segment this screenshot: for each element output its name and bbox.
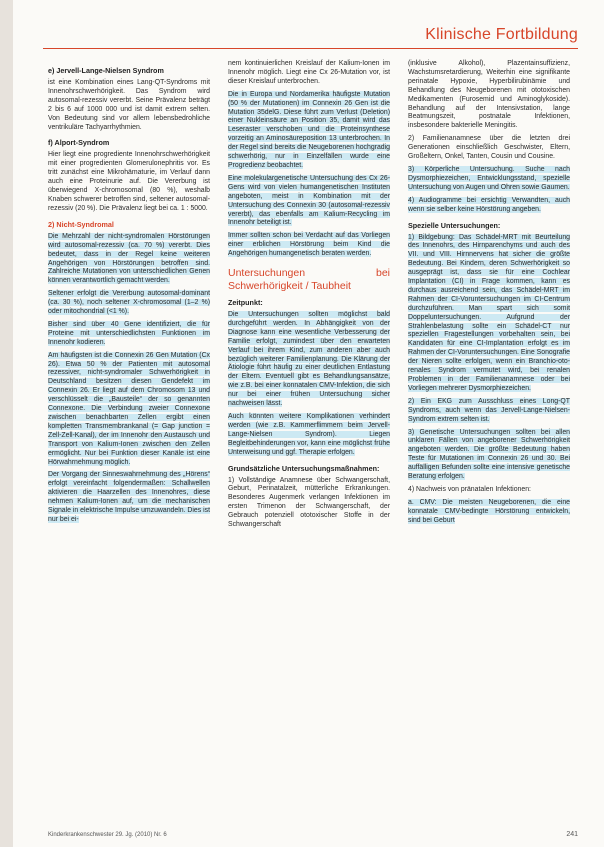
- paragraph: [48, 471, 210, 524]
- paragraph: [408, 166, 570, 193]
- paragraph: nem kontinuierlichen Kreislauf der Kalium-Ionen im Innenohr möglich. Liegt eine Cx 26-Mutation vor, ist dieser Kreislauf unterbrochen.: [228, 60, 390, 85]
- paragraph: [48, 233, 210, 286]
- highlighted-text: Die Mehrzahl der nicht-syndromalen Hörstörungen wird autosomal-rezessiv (ca. 70 %) vererbt. Dies bedeutet, dass in der Regel keine weiteren Angehörigen von Hörstörungen betroffen sind. Zahlreiche Mutationen von unterschiedlichen Genen können verantwortlich gemacht werden.: [48, 232, 210, 285]
- highlighted-text: 3) Genetische Untersuchungen sollten bei allen unklaren Fällen von angeborener Schwerhörigkeit angeboten werden. Die größte Bedeutung haben Teste für Mutationen im Connexin 26 und 30. Bei auffälligen Befunden sollte eine intensive genetische Beratung erfolgen.: [408, 428, 570, 481]
- highlighted-text: Eine molekulargenetische Untersuchung des Cx 26-Gens wird von vielen humangenetischen Instituten angeboten, meist in Kombination mit der Untersuchung des Connexin 30 (autosomal-rezessiv vererbt), das ebenfalls am Kalium-Recycling im Innenohr beteiligt ist.: [228, 174, 390, 227]
- highlighted-text: Bisher sind über 40 Gene identifiziert, die für Proteine mit unterschiedlichsten Funktionen im Innenohr kodieren.: [48, 320, 210, 346]
- subheading: Spezielle Untersuchungen:: [408, 220, 501, 230]
- paragraph: [228, 175, 390, 228]
- subheading: f) Alport-Syndrom: [48, 138, 110, 148]
- paragraph: 4) Nachweis von pränatalen Infektionen:: [408, 485, 531, 493]
- subheading: Grundsätzliche Untersuchungsmaßnahmen:: [228, 463, 380, 473]
- paragraph: [48, 290, 210, 317]
- paragraph: 1) Vollständige Anamnese über Schwangerschaft, Geburt, Perinatalzeit, mütterliche Erkrankungen. Besonderes Augenmerk verlangen Infektionen im ersten Trimenon der Schwangerschaft, der Gebrauch potenziell ototoxischer Stoffe in der Schwangerschaft: [228, 476, 390, 529]
- column-left: [48, 60, 210, 529]
- highlighted-text: Der Vorgang der Sinneswahrnehmung des „Hörens“ erfolgt vereinfacht folgendermaßen: Schallwellen aktivieren die Haarzellen des Innenohres, diese nehmen Kalium-Ionen auf, um die mechanischen Signale in elektrische Impulse umzuwandeln. Dies ist nur bei ei-: [48, 471, 211, 523]
- highlighted-text: 4) Audiogramme bei ersichtig Verwandten, auch wenn sie selber keine Hörstörung angeben.: [408, 196, 570, 213]
- section-title: Klinische Fortbildung: [425, 26, 578, 43]
- paragraph: [228, 311, 390, 409]
- header-rule: [43, 48, 578, 49]
- highlighted-text: Auch könnten weitere Komplikationen verhindert werden (wie z.B. Kammerflimmern beim Jervell-Lange-Nielsen Syndrom). Liegen Begleitbehinderungen vor, kann eine möglichst frühe Unterweisung und ggf. Therapie erfolgen.: [228, 413, 390, 456]
- highlighted-text: Immer sollten schon bei Verdacht auf das Vorliegen einer erblichen Hörstörung beim Kind die Angehörigen humangenetisch beraten werden.: [228, 232, 390, 258]
- page-footer: [48, 832, 578, 838]
- paragraph: Hier liegt eine progrediente Innenohrschwerhörigkeit mit einer progredienten Glomerulonephritis vor. Es tritt zunächst eine Mikrohämaturie, im Verlauf dann auch eine Proteinurie auf. Die Vererbung ist überwiegend X-chromosomal (80 %), weshalb Knaben schwerer betroffen sind, seltener autosomal-rezessiv (20 %). Die Prävalenz liegt bei ca. 1 : 5000.: [48, 151, 210, 212]
- highlighted-text: a. CMV: Die meisten Neugeborenen, die eine konnatale CMV-bedingte Hörstörung entwickeln, sind bei Geburt: [408, 498, 570, 524]
- column-middle: [228, 60, 390, 534]
- paragraph: (inklusive Alkohol), Plazentainsuffizienz, Wachstumsretardierung, Weiterhin eine signifikante perinatale Hypoxie, Hyperbilirubinämie und Behandlung des Neugeborenen mit ototoxischen Medikamenten (Furosemid und Aminoglykoside). Behandlung auf der Intensivstation, lange Beatmungszeit, postnatale Infektionen, insbesondere bakterielle Meningitis.: [408, 60, 570, 130]
- paragraph: [228, 413, 390, 458]
- highlighted-text: 3) Körperliche Untersuchung. Suche nach Dysmorphiezeichen, Entwicklungsstand, spezielle Untersuchung von Augen und Ohren sowie Gaumen.: [408, 165, 570, 191]
- paragraph: [408, 197, 570, 215]
- paragraph: [48, 352, 210, 468]
- subheading: e) Jervell-Lange-Nielsen Syndrom: [48, 66, 164, 75]
- highlighted-text: 2) Ein EKG zum Ausschluss eines Long-QT Syndroms, auch wenn das Jervell-Lange-Nielsen-Syndrom extrem selten ist.: [408, 397, 570, 423]
- paragraph: ist eine Kombination eines Lang-QT-Syndroms mit Innenohrschwerhörigkeit. Das Syndrom wird autosomal-rezessiv vererbt. Seine Prävalenz beträgt 2 bis 6 auf 1000 000 und ist damit extrem selten. Von Bedeutung sind vor allem lebensbedrohliche ventrikuläre Tachyarrhythmien.: [48, 79, 210, 131]
- footer-source: Kinderkrankenschwester 29. Jg. (2010) Nr. 6: [48, 832, 167, 838]
- highlighted-text: Seltener erfolgt die Vererbung autosomal-dominant (ca. 30 %), noch seltener X-chromosomal (1–2 %) oder mitochondrial (<1 %).: [48, 290, 210, 316]
- page-header: [13, 0, 604, 50]
- paragraph: [408, 234, 570, 394]
- paragraph: [408, 398, 570, 425]
- highlighted-text: Am häufigsten ist die Connexin 26 Gen Mutation (Cx 26). Etwa 50 % der Patienten mit autosomal rezessiver, nicht-syndromaler Schwerhörigkeit in Deutschland besitzen diesen Gendefekt im Connexin 26. Er liegt auf dem Chromosom 13 und verschlüsselt die „Bausteile“ der so genannten Connexone. Die Verbindung zweier Connexone zwischen benachbarten Zellen ergibt einen kompletten Transmembrankanal (= Gap junction = Zell-Zell-Kanal), der im Innenohr den Austausch und Transport von Kalium-Ionen zwischen den Zellen ermöglicht. Nur bei Funktion dieser Kanäle ist eine Hörwahrnehmung möglich.: [48, 351, 210, 466]
- paragraph: [228, 91, 390, 171]
- page-number: 241: [566, 831, 578, 838]
- page-margin-bar: [0, 0, 13, 847]
- highlighted-text: Die Untersuchungen sollten möglichst bald durchgeführt werden. In Abhängigkeit von der Diagnose kann eine wesentliche Verbesserung der Familie erfolgt, zumindest über den erwarteten Verlauf bei ihrem Kind, zum anderen aber auch bezüglich weiterer Familienplanung. Die Klärung der Ätiologie führt häufig zu einer deutlichen Entlastung der Eltern. Eventuell gibt es Behandlungsansätze, wie z.B. bei einer konnatalen CMV-Infektion, die sich nur bei einer frühen Untersuchung sicher nachweisen lässt.: [228, 311, 390, 408]
- paragraph: [48, 321, 210, 348]
- section-heading: Untersuchungen bei Schwerhörigkeit / Taubheit: [228, 267, 390, 292]
- paragraph: [408, 499, 570, 526]
- highlighted-text: 1) Bildgebung: Das Schädel-MRT mit Beurteilung des Innenohrs, des Hirnparenchyms und auch des VII. und VIII. Hirnnervens hat sicher die größte Bedeutung. Bei Kindern, deren Schwerhörigkeit so ausgeprägt ist, dass sie für eine Cochlear Implantation (CI) in Frage kommen, kann es durchaus ausreichend sein, das Schädel-MRT im Rahmen der CI-Voruntersuchungen im CI-Centrum durchzuführen. Man spart sich somit Doppeluntersuchungen. Aufgrund der Strahlenbelastung sollte ein Schädel-CT nur speziellen Fragestellungen vorbehalten sein, bei Kandidaten für eine CI-Implantation erfolgt es im Rahmen der CI-Voruntersuchungen. Eine Sonografie der Nieren sollte erfolgen, wenn ein Branchio-oto-renales Syndrom vermutet wird, bei renalen Problemen in der Familienanamnese oder bei Vorliegen mehrerer Dysmorphiezeichen.: [408, 233, 570, 392]
- subheading: 2) Nicht-Syndromal: [48, 219, 114, 229]
- column-right: [408, 60, 570, 530]
- paragraph: 2) Familienanamnese über die letzten drei Generationen einschließlich Geschwister, Eltern, Großeltern, Onkel, Tanten, Cousin und Cousine.: [408, 135, 570, 161]
- highlighted-text: Die in Europa und Nordamerika häufigste Mutation (50 % der Mutationen) im Connexin 26 Gen ist die Mutation 35delG. Diese führt zum Verlust (Deletion) einer Nukleinsäure an Position 35, damit wird das Leseraster verschoben und die Proteinsynthese vorzeitig an Aminosäureposition 13 unterbrochen. In der Regel sind bereits die Neugeborenen hochgradig schwerhörig, nur in Einzelfällen wurde eine Progredienz beobachtet.: [228, 90, 390, 169]
- paragraph: [408, 429, 570, 482]
- paragraph: [228, 232, 390, 259]
- subheading: Zeitpunkt:: [228, 298, 263, 308]
